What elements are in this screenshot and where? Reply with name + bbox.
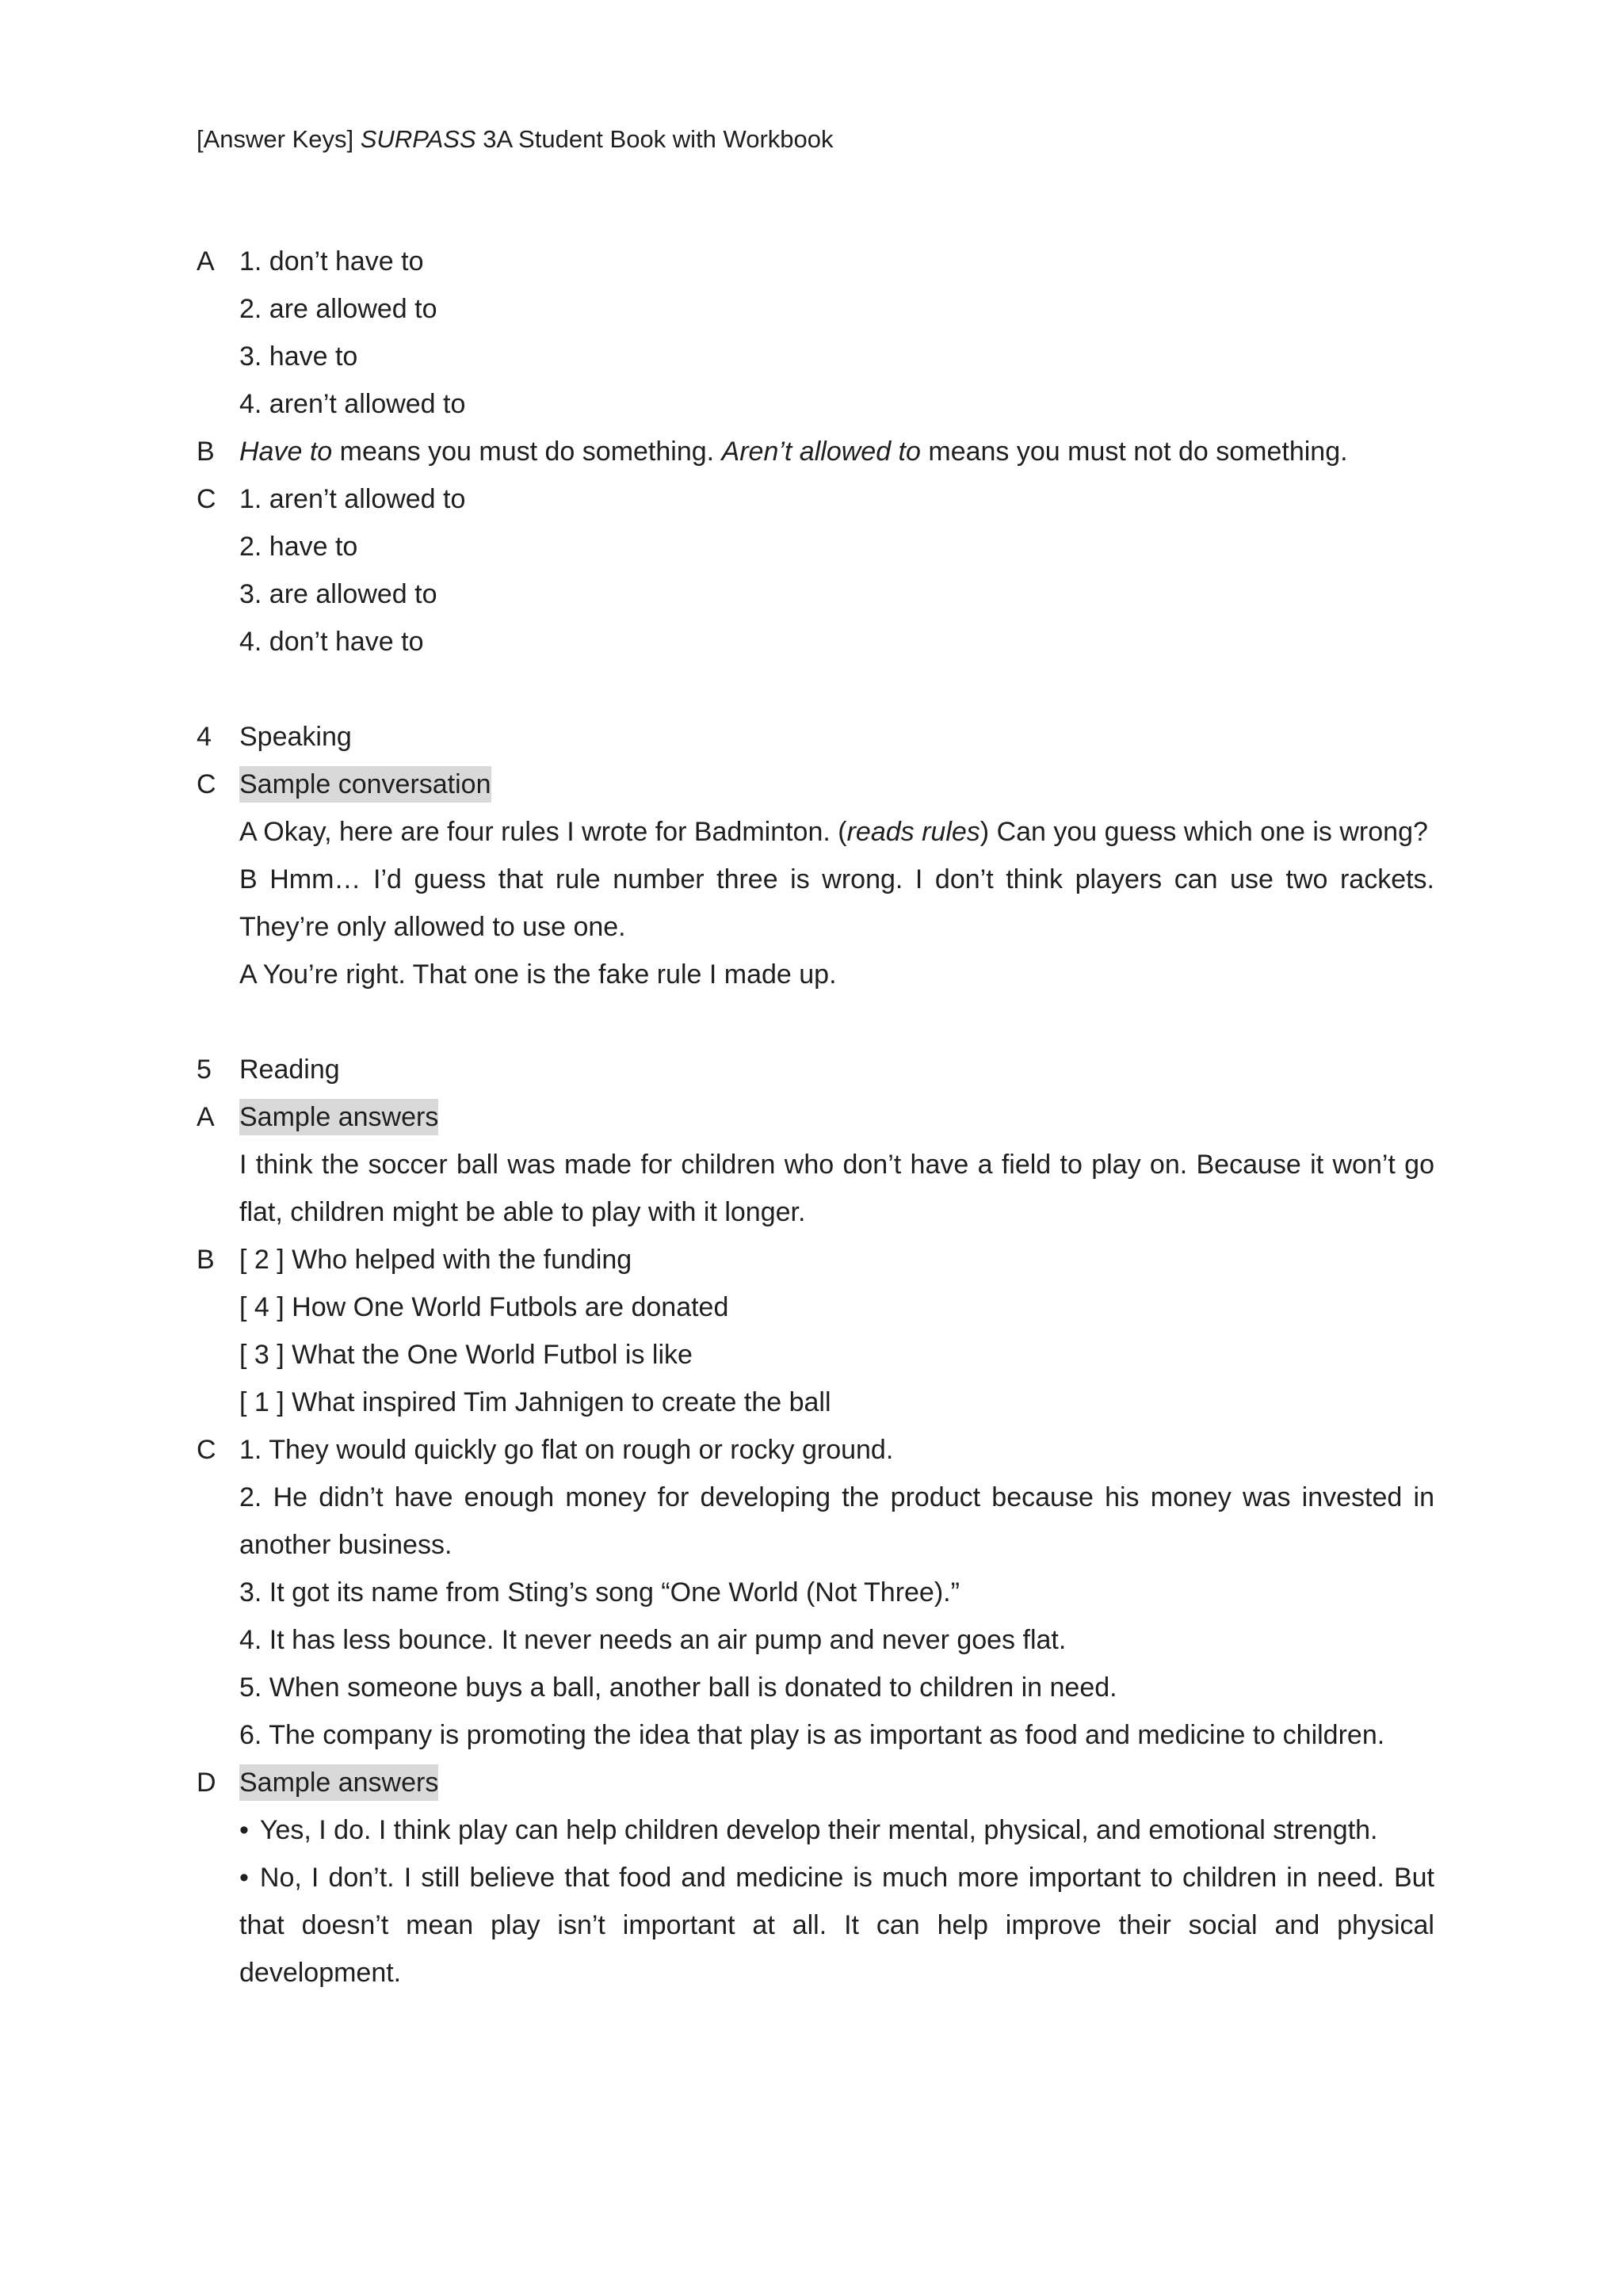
answer-line: 4. It has less bounce. It never needs an air pump and never goes flat. <box>239 1625 1067 1655</box>
reading-c-item <box>197 1426 1434 1474</box>
section-label: C <box>197 769 216 799</box>
stage-direction: reads rules <box>846 817 980 847</box>
answer-key-body <box>197 238 1434 1997</box>
section-title: Reading <box>239 1055 340 1085</box>
section-heading-reading <box>197 1046 1434 1093</box>
header-brand: SURPASS <box>360 125 476 153</box>
conversation-text: B Hmm… I’d guess that rule number three is wrong. I don’t think players can use two rackets. They’re only allowed to use one. <box>239 864 1434 942</box>
reading-b-item <box>197 1331 1434 1379</box>
page-header <box>197 124 834 155</box>
reading-c-item <box>197 1474 1434 1569</box>
section-title: Speaking <box>239 722 352 752</box>
header-prefix: [Answer Keys] <box>197 125 361 153</box>
reading-a-heading <box>197 1093 1434 1141</box>
header-rest: 3A Student Book with Workbook <box>475 125 834 153</box>
section-label: C <box>197 484 216 514</box>
reading-d-bullet <box>197 1854 1434 1997</box>
grammar-a-item <box>197 333 1434 380</box>
conversation-text: A You’re right. That one is the fake rule I made up. <box>239 959 837 990</box>
section-label: A <box>197 1102 215 1132</box>
answer-paragraph: I think the soccer ball was made for children who don’t have a field to play on. Because it won’t go flat, children might be able to play with it longer. <box>239 1150 1434 1227</box>
reading-c-item <box>197 1711 1434 1759</box>
answer-line: 5. When someone buys a ball, another ball is donated to children in need. <box>239 1672 1117 1703</box>
section-label: A <box>197 246 215 277</box>
grammar-b-item <box>197 428 1434 475</box>
bullet-answer: • Yes, I do. I think play can help children develop their mental, physical, and emotional strength. <box>239 1806 1434 1854</box>
answer-line: [ 3 ] What the One World Futbol is like <box>239 1340 693 1370</box>
conversation-text <box>239 808 1434 856</box>
answer-line: 3. It got its name from Sting’s song “One World (Not Three).” <box>239 1577 960 1608</box>
grammar-c-item <box>197 523 1434 570</box>
highlighted-heading: Sample answers <box>239 1764 438 1801</box>
section-label: B <box>197 437 215 467</box>
answer-line: 1. They would quickly go flat on rough or rocky ground. <box>239 1435 894 1465</box>
conversation-part: A Okay, here are four rules I wrote for Badminton. ( <box>239 817 847 847</box>
answer-line <box>239 428 1434 475</box>
grammar-a-item <box>197 285 1434 333</box>
bullet-answer: • No, I don’t. I still believe that food and medicine is much more important to children in need. But that doesn’t mean play isn’t important at all. It can help improve their social and physical development. <box>239 1854 1434 1997</box>
reading-b-item <box>197 1379 1434 1426</box>
highlighted-heading: Sample conversation <box>239 766 491 803</box>
term-have-to: Have to <box>239 437 333 467</box>
answer-line: [ 2 ] Who helped with the funding <box>239 1245 632 1275</box>
highlighted-heading: Sample answers <box>239 1099 438 1135</box>
section-label: B <box>197 1245 215 1275</box>
grammar-c-item <box>197 475 1434 523</box>
conversation-line <box>197 856 1434 951</box>
conversation-part: ) Can you guess which one is wrong? <box>980 817 1428 847</box>
grammar-c-item <box>197 618 1434 666</box>
answer-line: 2. are allowed to <box>239 294 437 324</box>
answer-line: [ 4 ] How One World Futbols are donated <box>239 1292 729 1322</box>
answer-line: 1. aren’t allowed to <box>239 484 466 514</box>
answer-line: 6. The company is promoting the idea that play is as important as food and medicine to children. <box>239 1720 1385 1750</box>
answer-text: means you must not do something. <box>920 437 1348 467</box>
reading-d-heading <box>197 1759 1434 1806</box>
answer-line: 2. have to <box>239 532 358 562</box>
conversation-line <box>197 951 1434 998</box>
answer-line: 3. are allowed to <box>239 579 437 609</box>
section-number: 4 <box>197 722 212 752</box>
grammar-c-item <box>197 570 1434 618</box>
answer-text: means you must do something. <box>332 437 722 467</box>
conversation-line <box>197 808 1434 856</box>
reading-b-item <box>197 1283 1434 1331</box>
grammar-a-item <box>197 238 1434 285</box>
answer-line: [ 1 ] What inspired Tim Jahnigen to create the ball <box>239 1387 831 1417</box>
section-number: 5 <box>197 1055 212 1085</box>
term-arent-allowed-to: Aren’t allowed to <box>721 437 921 467</box>
grammar-a-item <box>197 380 1434 428</box>
reading-c-item <box>197 1569 1434 1616</box>
section-heading-speaking <box>197 713 1434 761</box>
reading-c-item <box>197 1616 1434 1664</box>
reading-c-item <box>197 1664 1434 1711</box>
answer-line: 1. don’t have to <box>239 246 424 277</box>
answer-line: 2. He didn’t have enough money for developing the product because his money was invested in another business. <box>239 1482 1434 1560</box>
section-label: D <box>197 1768 216 1798</box>
answer-line: 3. have to <box>239 341 358 372</box>
section-label: C <box>197 1435 216 1465</box>
answer-line: 4. don’t have to <box>239 627 424 657</box>
answer-line: 4. aren’t allowed to <box>239 389 466 419</box>
reading-d-bullet <box>197 1806 1434 1854</box>
reading-b-item <box>197 1236 1434 1283</box>
speaking-c-heading <box>197 761 1434 808</box>
reading-a-answer <box>197 1141 1434 1236</box>
